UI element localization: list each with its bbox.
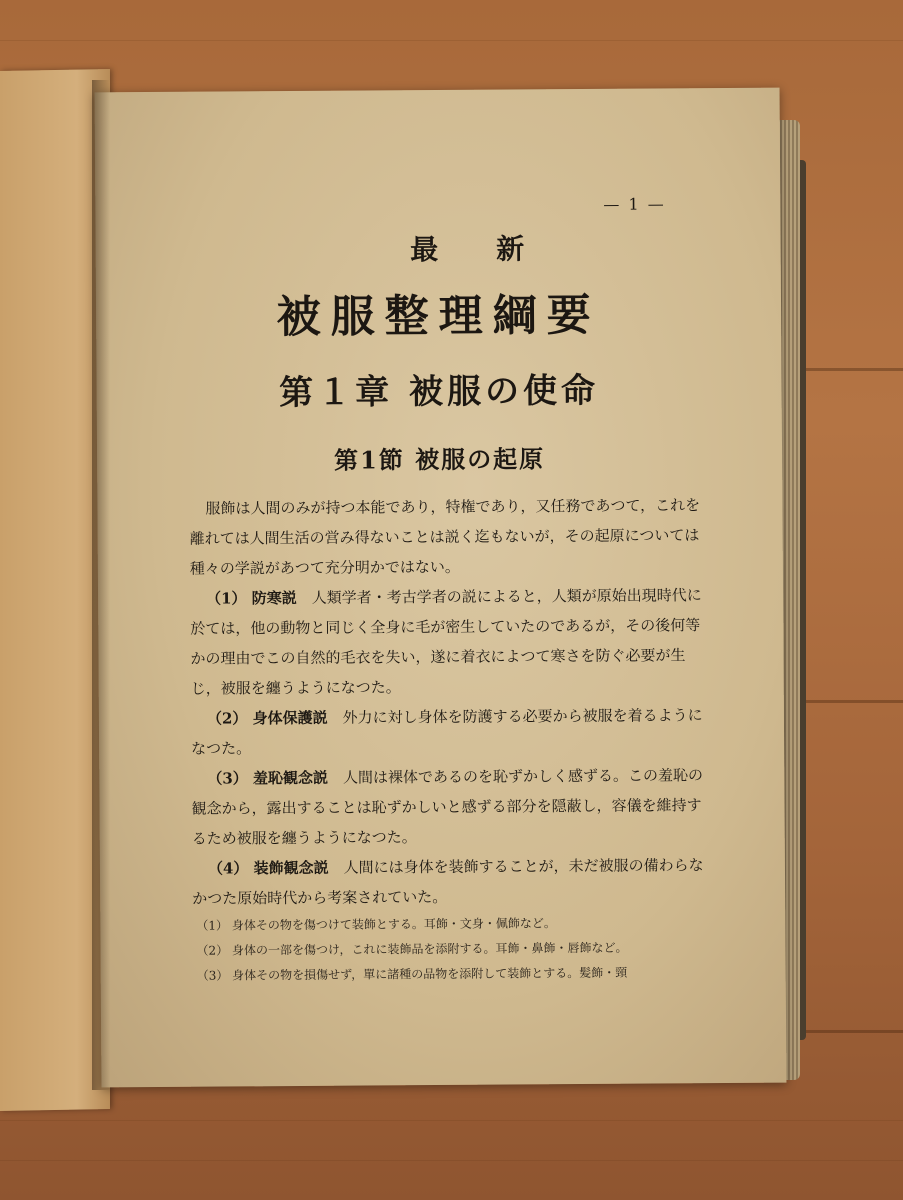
theory-label: （2） 身体保護説 xyxy=(206,708,328,728)
book-page xyxy=(95,88,787,1088)
wood-grain xyxy=(0,40,903,41)
theory-label: （1） 防寒説 xyxy=(206,589,297,608)
theory-paragraph xyxy=(192,850,712,914)
footnote-item: （1） 身体その物を傷つけて装飾とする。耳飾・文身・佩飾など。 xyxy=(196,916,556,933)
chapter-heading: 第１章 被服の使命 xyxy=(279,370,600,414)
theory-label: （4） 装飾観念説 xyxy=(207,858,329,878)
theory-text: 人間には身体を装飾することが，未だ被服の備わらなかつた原始時代から考案されていた。 xyxy=(192,856,704,908)
footnotes xyxy=(196,910,717,989)
wood-grain xyxy=(0,1160,903,1161)
book-gutter-shadow xyxy=(92,80,110,1090)
theory-text: 外力に対し身体を防護する必要から被服を着るようになつた。 xyxy=(191,706,703,758)
footnote-item: （2） 身体の一部を傷つけ，これに装飾品を添附する。耳飾・鼻飾・唇飾など。 xyxy=(196,940,628,958)
theory-paragraph xyxy=(191,700,711,764)
body-text xyxy=(189,490,712,914)
section-heading: 第1節 被服の起原 xyxy=(333,444,546,475)
book-title: 被服整理綱要 xyxy=(276,289,601,344)
theory-label: （3） 羞恥観念説 xyxy=(207,768,329,788)
wood-grain xyxy=(0,1120,903,1121)
page-number: — 1 — xyxy=(603,194,666,214)
title-kicker: 最新 xyxy=(410,232,583,267)
footnote-item: （3） 身体その物を損傷せず，單に諸種の品物を添附して装飾とする。髪飾・頸 xyxy=(196,965,628,983)
theory-paragraph xyxy=(191,760,712,854)
theory-text: 人間は裸体であるのを恥ずかしく感ずる。この羞恥の観念から，露出することは恥ずかしいと感ずる部分を隠蔽し，容儀を維持するため被服を纏うようになつた。 xyxy=(191,766,704,848)
intro-paragraph: 服飾は人間のみが持つ本能であり，特権であり，又任務であつて，これを離れては人間生活の営み得ないことは説く迄もないが，その起原については種々の学説があつて充分明かではない。 xyxy=(189,496,701,578)
theory-paragraph xyxy=(190,580,711,704)
theory-text: 人類学者・考古学者の説によると，人類が原始出現時代に於ては，他の動物と同じく全身に毛が密生していたのであるが，その後何等かの理由でこの自然的毛衣を失い，遂に着衣によつて寒さを防ぐ必要が生じ，被服を纏うようになつた。 xyxy=(190,586,702,698)
